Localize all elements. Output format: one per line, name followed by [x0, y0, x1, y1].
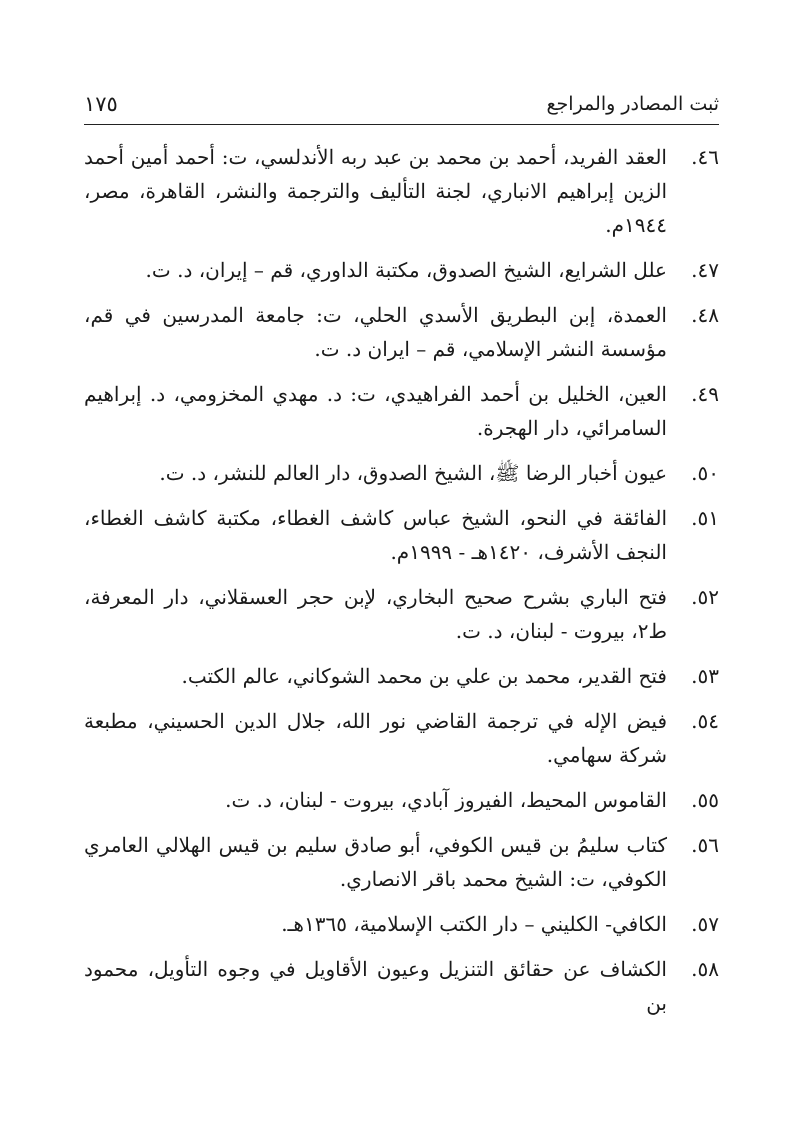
entry-number: ٥٢.	[691, 585, 719, 609]
entry-number: ٥٥.	[691, 788, 719, 812]
section-title: ثبت المصادر والمراجع	[546, 93, 719, 115]
bibliography-entry	[84, 783, 719, 817]
entry-text: علل الشرايع، الشيخ الصدوق، مكتبة الداوري، قم – إيران، د. ت.	[145, 258, 667, 282]
bibliography-entry	[84, 704, 719, 772]
bibliography-entry	[84, 377, 719, 445]
entry-text: الكافي- الكليني – دار الكتب الإسلامية، ١٣٦٥هـ.	[281, 912, 667, 936]
entry-number: ٥٣.	[691, 664, 719, 688]
entry-text: فتح الباري بشرح صحيح البخاري، لإبن حجر العسقلاني، دار المعرفة، ط٢، بيروت - لبنان، د. ت.	[84, 585, 667, 643]
entry-text: العمدة، إبن البطريق الأسدي الحلي، ت: جامعة المدرسين في قم، مؤسسة النشر الإسلامي، قم – ايران د. ت.	[84, 303, 667, 361]
entry-number: ٥٨.	[691, 957, 719, 981]
entry-number: ٥١.	[691, 506, 719, 530]
bibliography-entry	[84, 456, 719, 490]
entry-number: ٥٠.	[691, 461, 719, 485]
entry-text: العقد الفريد، أحمد بن محمد بن عبد ربه الأندلسي، ت: أحمد أمين أحمد الزين إبراهيم الانباري، لجنة التأليف والترجمة والنشر، القاهرة، مصر، ١٩٤٤م.	[84, 145, 667, 237]
bibliography-entry	[84, 298, 719, 366]
entry-number: ٤٩.	[691, 382, 719, 406]
entry-text: الفائقة في النحو، الشيخ عباس كاشف الغطاء، مكتبة كاشف الغطاء، النجف الأشرف، ١٤٢٠هـ - ١٩٩٩م.	[84, 506, 668, 564]
entry-text: كتاب سليمُ بن قيس الكوفي، أبو صادق سليم بن قيس الهلالي العامري الكوفي، ت: الشيخ محمد باقر الانصاري.	[84, 833, 667, 891]
bibliography-entry	[84, 952, 719, 1020]
entry-number: ٤٨.	[691, 303, 719, 327]
bibliography-entry	[84, 140, 719, 242]
entry-text: الكشاف عن حقائق التنزيل وعيون الأقاويل في وجوه التأويل، محمود بن	[84, 957, 667, 1015]
entry-number: ٤٧.	[691, 258, 719, 282]
entry-text: العين، الخليل بن أحمد الفراهيدي، ت: د. مهدي المخزومي، د. إبراهيم السامرائي، دار الهجرة.	[84, 382, 667, 440]
entry-text: فيض الإله في ترجمة القاضي نور الله، جلال الدين الحسيني، مطبعة شركة سهامي.	[84, 709, 667, 767]
bibliography-entry	[84, 253, 719, 287]
entry-number: ٥٧.	[691, 912, 719, 936]
running-header	[84, 86, 719, 122]
entry-number: ٤٦.	[691, 145, 719, 169]
entry-text: القاموس المحيط، الفيروز آبادي، بيروت - لبنان، د. ت.	[225, 788, 667, 812]
page-number: ١٧٥	[84, 92, 118, 116]
entry-text: عيون أخبار الرضا ﷺ، الشيخ الصدوق، دار العالم للنشر، د. ت.	[159, 461, 667, 485]
entry-text: فتح القدير، محمد بن علي بن محمد الشوكاني، عالم الكتب.	[181, 664, 667, 688]
bibliography-entry	[84, 828, 719, 896]
bibliography-list	[84, 140, 719, 1031]
entry-number: ٥٦.	[691, 833, 719, 857]
header-rule	[84, 124, 719, 125]
bibliography-entry	[84, 659, 719, 693]
bibliography-entry	[84, 501, 719, 569]
bibliography-entry	[84, 580, 719, 648]
bibliography-entry	[84, 907, 719, 941]
entry-number: ٥٤.	[691, 709, 719, 733]
